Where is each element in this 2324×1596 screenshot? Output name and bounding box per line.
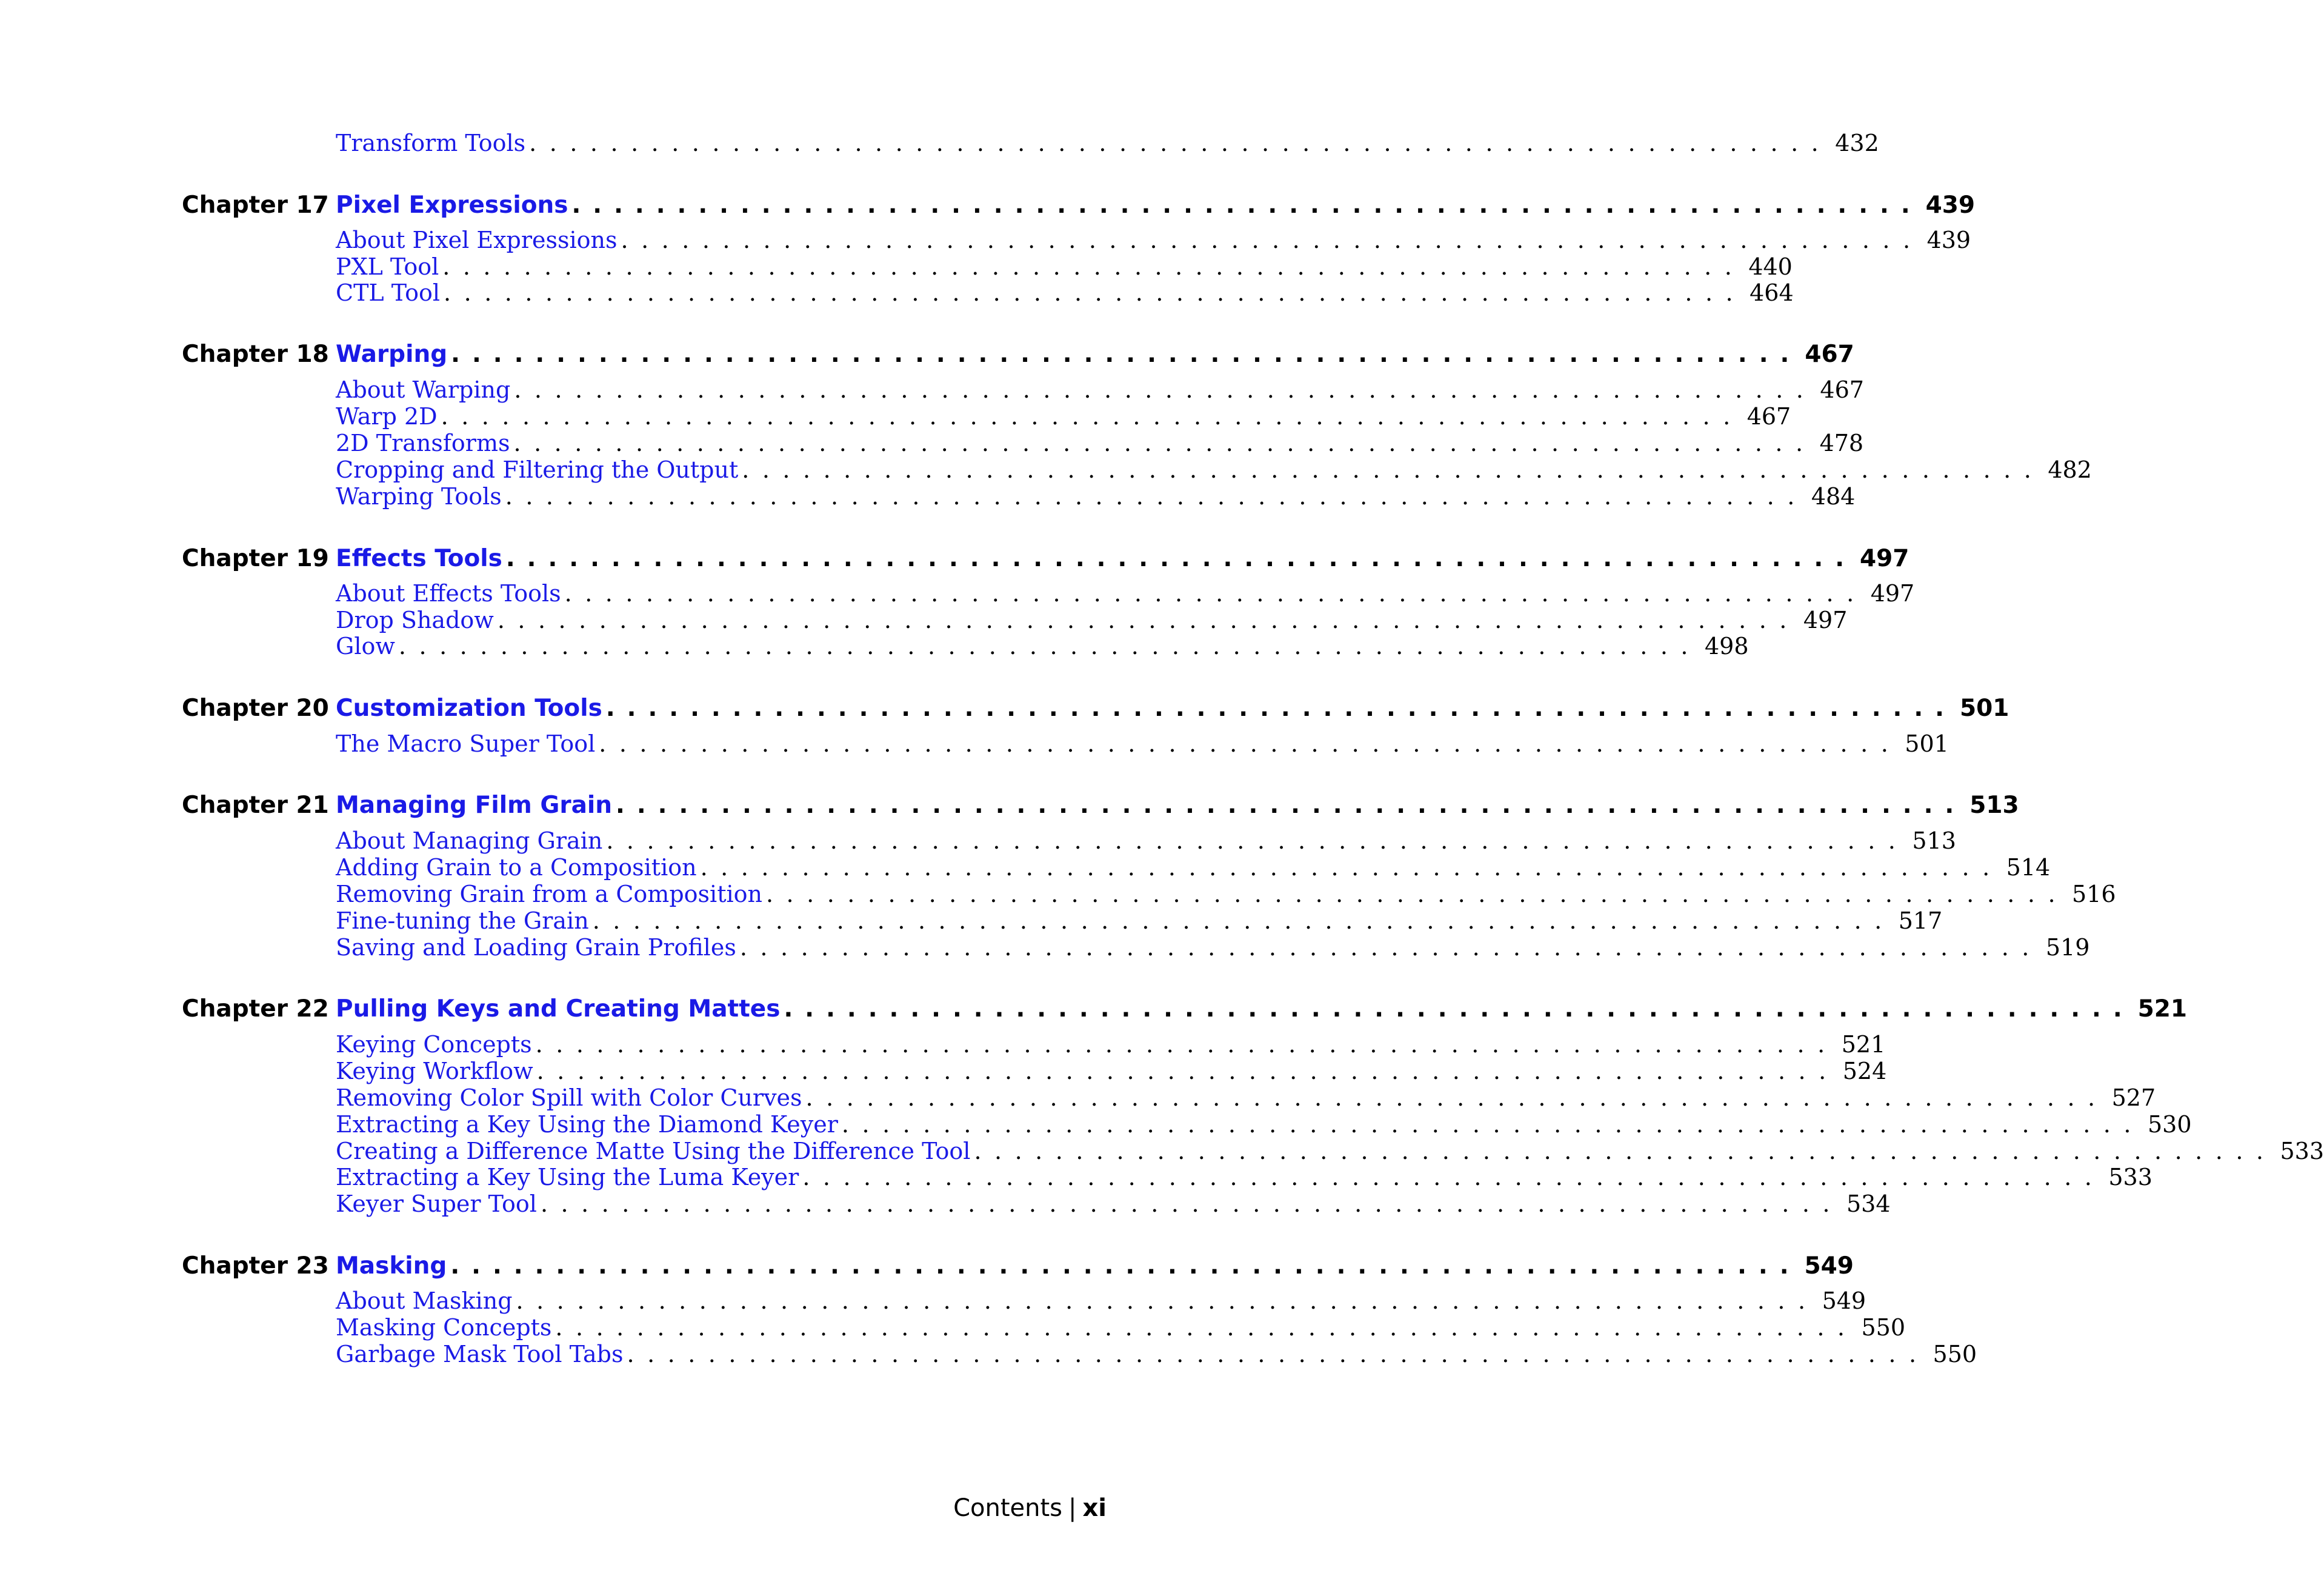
chapter-label: Chapter 19 <box>182 545 329 572</box>
section-title-link[interactable]: Transform Tools <box>336 130 526 156</box>
toc-section-entry[interactable] <box>336 633 1749 659</box>
toc-section-entry[interactable] <box>336 1314 1906 1341</box>
dot-leader: ................................................................ <box>529 130 1832 156</box>
dot-leader: ................................................................ <box>513 430 1816 456</box>
dot-leader: ................................................................ <box>444 279 1746 306</box>
section-title-link[interactable]: About Effects Tools <box>336 580 561 607</box>
page-number: 517 <box>1898 907 1943 934</box>
toc-section-entry[interactable] <box>336 430 1864 456</box>
section-title-link[interactable]: Removing Color Spill with Color Curves <box>336 1084 802 1111</box>
page-number: 497 <box>1860 545 1909 572</box>
section-title-link[interactable]: About Managing Grain <box>336 827 603 854</box>
section-title-link[interactable]: About Warping <box>336 376 511 403</box>
dot-leader: ................................................................ <box>441 403 1743 430</box>
section-title-link[interactable]: Glow <box>336 633 395 659</box>
dot-leader: ................................................................ <box>535 1031 1838 1058</box>
toc-chapter-entry[interactable] <box>336 545 1909 575</box>
dot-leader: ................................................................ <box>606 827 1909 854</box>
chapter-label: Chapter 20 <box>182 695 329 722</box>
page-number: 467 <box>1805 341 1854 368</box>
toc-section-entry[interactable] <box>336 1138 2324 1164</box>
page-number: 530 <box>2147 1111 2192 1138</box>
dot-leader: ................................................................ <box>599 730 1902 757</box>
toc-section-entry[interactable] <box>336 1287 1866 1314</box>
page-number: 432 <box>1835 130 1879 156</box>
section-title-link[interactable]: About Masking <box>336 1287 513 1314</box>
toc-chapter-entry[interactable] <box>336 695 2009 725</box>
page-number: 516 <box>2072 881 2116 907</box>
page-number: 524 <box>1842 1058 1887 1084</box>
page-number: 533 <box>2280 1138 2324 1164</box>
dot-leader: ................................................................ <box>765 881 2069 907</box>
dot-leader: ................................................................ <box>974 1138 2277 1164</box>
footer-label: Contents <box>953 1494 1062 1522</box>
toc-section-entry[interactable] <box>336 1164 2153 1190</box>
section-title-link[interactable]: About Pixel Expressions <box>336 227 618 253</box>
toc-section-entry[interactable] <box>336 1084 2156 1111</box>
footer-page-number: xi <box>1082 1494 1107 1522</box>
section-title-link[interactable]: Warping Tools <box>336 483 502 510</box>
dot-leader: ................................................................ <box>516 1287 1819 1314</box>
dot-leader: ................................................................ <box>841 1111 2144 1138</box>
toc-section-entry[interactable] <box>336 607 1848 633</box>
toc-section-entry[interactable] <box>336 403 1791 430</box>
chapter-title-link[interactable]: Managing Film Grain <box>336 792 613 819</box>
section-title-link[interactable]: The Macro Super Tool <box>336 730 596 757</box>
dot-leader: ................................................................ <box>784 995 2134 1023</box>
toc-section-entry[interactable] <box>336 1031 1886 1058</box>
dot-leader: ................................................................ <box>540 1190 1843 1217</box>
dot-leader: ................................................................ <box>450 1252 1801 1280</box>
section-title-link[interactable]: Masking Concepts <box>336 1314 552 1341</box>
page-number: 550 <box>1933 1341 1977 1367</box>
toc-section-entry[interactable] <box>336 1111 2192 1138</box>
dot-leader: ................................................................ <box>700 854 2003 881</box>
toc-section-entry[interactable] <box>336 227 1971 253</box>
page-number: 513 <box>1969 792 2019 819</box>
section-title-link[interactable]: Fine-tuning the Grain <box>336 907 589 934</box>
page-number: 497 <box>1870 580 1915 607</box>
dot-leader: ................................................................ <box>805 1084 2108 1111</box>
dot-leader: ................................................................ <box>451 341 1802 368</box>
dot-leader: ................................................................ <box>564 580 1867 607</box>
dot-leader: ................................................................ <box>442 253 1745 280</box>
dot-leader: ................................................................ <box>592 907 1895 934</box>
chapter-title-link[interactable]: Pulling Keys and Creating Mattes <box>336 995 781 1023</box>
section-title-link[interactable]: Warp 2D <box>336 403 438 430</box>
toc-section-entry[interactable] <box>336 279 1794 306</box>
footer-separator: | <box>1068 1494 1077 1522</box>
dot-leader: ................................................................ <box>739 934 2042 961</box>
chapter-label: Chapter 17 <box>182 192 329 219</box>
section-title-link[interactable]: Keying Concepts <box>336 1031 532 1058</box>
dot-leader: ................................................................ <box>571 192 1922 219</box>
chapter-label: Chapter 18 <box>182 341 329 368</box>
page-number: 513 <box>1912 827 1956 854</box>
section-title-link[interactable]: Extracting a Key Using the Diamond Keyer <box>336 1111 838 1138</box>
toc-section-entry[interactable] <box>336 1341 1977 1367</box>
page-number: 549 <box>1804 1252 1854 1280</box>
toc-section-entry[interactable] <box>336 376 1864 403</box>
page-number: 467 <box>1746 403 1791 430</box>
chapter-label: Chapter 23 <box>182 1252 329 1280</box>
chapter-title-link[interactable]: Effects Tools <box>336 545 502 572</box>
dot-leader: ................................................................ <box>536 1058 1839 1084</box>
toc-chapter-entry[interactable] <box>336 995 2188 1026</box>
dot-leader: ................................................................ <box>555 1314 1858 1341</box>
page-footer <box>953 1494 1107 1522</box>
page-number: 550 <box>1861 1314 1906 1341</box>
section-title-link[interactable]: Garbage Mask Tool Tabs <box>336 1341 624 1367</box>
toc-chapter-entry[interactable] <box>336 192 1976 222</box>
page-number: 478 <box>1819 430 1864 456</box>
section-title-link[interactable]: CTL Tool <box>336 279 441 306</box>
dot-leader: ................................................................ <box>802 1164 2105 1190</box>
toc-section-entry[interactable] <box>336 456 2092 483</box>
toc-section-entry[interactable] <box>336 1190 1891 1217</box>
toc-chapter-entry[interactable] <box>336 341 1854 371</box>
page-number: 521 <box>1841 1031 1886 1058</box>
page-number: 484 <box>1811 483 1856 510</box>
page-number: 527 <box>2111 1084 2156 1111</box>
chapter-title-link[interactable]: Pixel Expressions <box>336 192 568 219</box>
section-title-link[interactable]: Keying Workflow <box>336 1058 533 1084</box>
dot-leader: ................................................................ <box>621 227 1923 253</box>
toc-chapter-entry[interactable] <box>336 792 2019 822</box>
dot-leader: ................................................................ <box>497 607 1800 633</box>
page-number: 534 <box>1846 1190 1891 1217</box>
toc-chapter-entry[interactable] <box>336 1252 1854 1283</box>
page-number: 482 <box>2048 456 2092 483</box>
chapter-title-link[interactable]: Customization Tools <box>336 695 602 722</box>
section-title-link[interactable]: Removing Grain from a Composition <box>336 881 762 907</box>
toc-section-entry[interactable] <box>336 253 1793 280</box>
dot-leader: ................................................................ <box>616 792 1966 819</box>
toc-section-entry[interactable] <box>336 1058 1887 1084</box>
page-number: 549 <box>1822 1287 1866 1314</box>
toc-section-entry[interactable] <box>336 827 1956 854</box>
dot-leader: ................................................................ <box>742 456 2045 483</box>
toc-section-entry[interactable] <box>336 934 2090 961</box>
page-number: 440 <box>1748 253 1793 280</box>
chapter-label: Chapter 21 <box>182 792 329 819</box>
toc-section-entry[interactable] <box>336 854 2051 881</box>
page-number: 439 <box>1925 192 1976 219</box>
page-number: 439 <box>1926 227 1971 253</box>
section-title-link[interactable]: 2D Transforms <box>336 430 510 456</box>
dot-leader: ................................................................ <box>627 1341 1929 1367</box>
dot-leader: ................................................................ <box>398 633 1701 659</box>
section-title-link[interactable]: PXL Tool <box>336 253 439 280</box>
section-title-link[interactable]: Extracting a Key Using the Luma Keyer <box>336 1164 799 1190</box>
page-number: 501 <box>1960 695 2009 722</box>
section-title-link[interactable]: Drop Shadow <box>336 607 494 633</box>
dot-leader: ................................................................ <box>514 376 1817 403</box>
toc-section-entry[interactable] <box>336 907 1943 934</box>
page-number: 464 <box>1750 279 1794 306</box>
section-title-link[interactable]: Keyer Super Tool <box>336 1190 537 1217</box>
page-number: 467 <box>1820 376 1864 403</box>
page-number: 497 <box>1803 607 1848 633</box>
toc-section-entry[interactable] <box>336 580 1915 607</box>
chapter-label: Chapter 22 <box>182 995 329 1023</box>
page-number: 519 <box>2045 934 2090 961</box>
toc-section-entry[interactable] <box>336 483 1856 510</box>
page-number: 533 <box>2108 1164 2153 1190</box>
section-title-link[interactable]: Saving and Loading Grain Profiles <box>336 934 736 961</box>
page-number: 521 <box>2137 995 2188 1023</box>
toc-section-entry[interactable] <box>336 881 2116 907</box>
section-title-link[interactable]: Cropping and Filtering the Output <box>336 456 739 483</box>
page-number: 498 <box>1704 633 1749 659</box>
toc-section-entry[interactable] <box>336 130 1879 156</box>
section-title-link[interactable]: Creating a Difference Matte Using the Difference Tool <box>336 1138 971 1164</box>
toc-section-entry[interactable] <box>336 730 1949 757</box>
chapter-title-link[interactable]: Masking <box>336 1252 447 1280</box>
page-number: 514 <box>2006 854 2051 881</box>
dot-leader: ................................................................ <box>605 695 1956 722</box>
dot-leader: ................................................................ <box>505 483 1808 510</box>
chapter-title-link[interactable]: Warping <box>336 341 448 368</box>
dot-leader: ................................................................ <box>505 545 1857 572</box>
section-title-link[interactable]: Adding Grain to a Composition <box>336 854 697 881</box>
page-number: 501 <box>1905 730 1949 757</box>
